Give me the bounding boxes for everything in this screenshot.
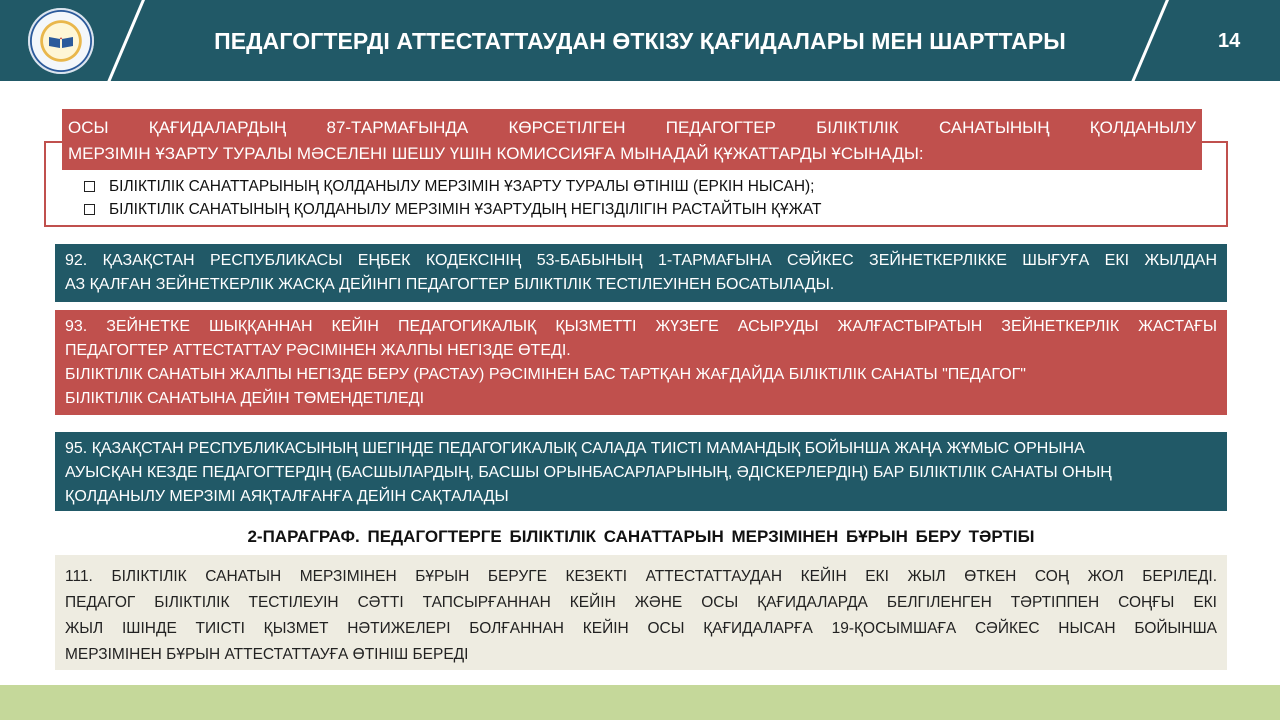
item-111-line: МЕРЗІМІНЕН БҰРЫН АТТЕСТАТТАУҒА ӨТІНІШ БЕРЕДІ bbox=[65, 646, 469, 663]
item-93-block bbox=[55, 310, 1227, 415]
checkbox-icon bbox=[84, 181, 95, 192]
checkbox-icon bbox=[84, 204, 95, 215]
banner-line: ОСЫ ҚАҒИДАЛАРДЫҢ 87-ТАРМАҒЫНДА КӨРСЕТІЛГЕН ПЕДАГОГТЕР БІЛІКТІЛІК САНАТЫНЫҢ ҚОЛДАНЫЛУ bbox=[68, 118, 1196, 137]
item-95-line: ҚОЛДАНЫЛУ МЕРЗІМІ АЯҚТАЛҒАНҒА ДЕЙІН САҚТАЛАДЫ bbox=[65, 488, 509, 505]
item-111-line: ЖЫЛ ІШІНДЕ ТИІСТІ ҚЫЗМЕТ НӘТИЖЕЛЕРІ БОЛҒАННАН КЕЙІН ОСЫ ҚАҒИДАЛАРҒА 19-ҚОСЫМШАҒА СӘЙКЕС НЫСАН БОЙЫНША bbox=[65, 620, 1217, 637]
item-95-line: 95. ҚАЗАҚСТАН РЕСПУБЛИКАСЫНЫҢ ШЕГІНДЕ ПЕДАГОГИКАЛЫҚ САЛАДА ТИІСТІ МАМАНДЫҚ БОЙЫНША ЖАҢА ЖҰМЫС ОРНЫНА bbox=[65, 440, 1085, 457]
paragraph-2-heading: 2-ПАРАГРАФ. ПЕДАГОГТЕРГЕ БІЛІКТІЛІК САНАТТАРЫН МЕРЗІМІНЕН БҰРЫН БЕРУ ТӘРТІБІ bbox=[247, 527, 1035, 546]
item-111-line: ПЕДАГОГ БІЛІКТІЛІК ТЕСТІЛЕУІН СӘТТІ ТАПСЫРҒАННАН КЕЙІН ЖӘНЕ ОСЫ ҚАҒИДАЛАРДА БЕЛГІЛЕНГЕН ТӘРТІППЕН СОҢҒЫ ЕКІ bbox=[65, 594, 1217, 611]
list-item bbox=[84, 175, 822, 198]
item-93-line: 93. ЗЕЙНЕТКЕ ШЫҚҚАННАН КЕЙІН ПЕДАГОГИКАЛЫҚ ҚЫЗМЕТТІ ЖҮЗЕГЕ АСЫРУДЫ ЖАЛҒАСТЫРАТЫН ЗЕЙНЕТКЕРЛІК ЖАСТАҒЫ bbox=[65, 318, 1217, 335]
item-95-block bbox=[55, 432, 1227, 511]
item-92-line: АЗ ҚАЛҒАН ЗЕЙНЕТКЕРЛІК ЖАСҚА ДЕЙІНГІ ПЕДАГОГТЕР БІЛІКТІЛІК ТЕСТІЛЕУІНЕН БОСАТЫЛАДЫ. bbox=[65, 276, 835, 293]
item-92-block bbox=[55, 244, 1227, 302]
item-111-line: 111. БІЛІКТІЛІК САНАТЫН МЕРЗІМІНЕН БҰРЫН БЕРУГЕ КЕЗЕКТІ АТТЕСТАТТАУДАН КЕЙІН ЕКІ ЖЫЛ ӨТКЕН СОҢ ЖОЛ БЕРІЛЕДІ. bbox=[65, 568, 1217, 585]
item-93-line: БІЛІКТІЛІК САНАТЫН ЖАЛПЫ НЕГІЗДЕ БЕРУ (РАСТАУ) РӘСІМІНЕН БАС ТАРТҚАН ЖАҒДАЙДА БІЛІКТІЛІК САНАТЫ "ПЕДАГОГ" bbox=[65, 366, 1026, 383]
institution-logo bbox=[28, 8, 94, 74]
documents-list bbox=[84, 175, 822, 221]
list-item bbox=[84, 198, 822, 221]
book-icon bbox=[48, 35, 74, 49]
list-item-text: БІЛІКТІЛІК САНАТЫНЫҢ ҚОЛДАНЫЛУ МЕРЗІМІН ҰЗАРТУДЫҢ НЕГІЗДІЛІГІН РАСТАЙТЫН ҚҰЖАТ bbox=[109, 201, 822, 218]
item-92-line: 92. ҚАЗАҚСТАН РЕСПУБЛИКАСЫ ЕҢБЕК КОДЕКСІНІҢ 53-БАБЫНЫҢ 1-ТАРМАҒЫНА СӘЙКЕС ЗЕЙНЕТКЕРЛІККЕ ШЫҒУҒА ЕКІ ЖЫЛДАН bbox=[65, 252, 1217, 269]
header-divider bbox=[103, 0, 149, 81]
list-item-text: БІЛІКТІЛІК САНАТТАРЫНЫҢ ҚОЛДАНЫЛУ МЕРЗІМІН ҰЗАРТУ ТУРАЛЫ ӨТІНІШ (ЕРКІН НЫСАН); bbox=[109, 178, 815, 195]
footer-band bbox=[0, 685, 1280, 720]
item-93-line: БІЛІКТІЛІК САНАТЫНА ДЕЙІН ТӨМЕНДЕТІЛЕДІ bbox=[65, 390, 425, 407]
header-divider bbox=[1127, 0, 1173, 81]
banner-line: МЕРЗІМІН ҰЗАРТУ ТУРАЛЫ МӘСЕЛЕНІ ШЕШУ ҮШІН КОМИССИЯҒА МЫНАДАЙ ҚҰЖАТТАРДЫ ҰСЫНАДЫ: bbox=[68, 144, 924, 163]
slide-header bbox=[0, 0, 1280, 81]
slide-title: ПЕДАГОГТЕРДІ АТТЕСТАТТАУДАН ӨТКІЗУ ҚАҒИДАЛАРЫ МЕН ШАРТТАРЫ bbox=[214, 28, 1066, 54]
item-95-line: АУЫСҚАН КЕЗДЕ ПЕДАГОГТЕРДІҢ (БАСШЫЛАРДЫҢ, БАСШЫ ОРЫНБАСАРЛАРЫНЫҢ, ӘДІСКЕРЛЕРДІҢ) БАР БІЛІКТІЛІК САНАТЫ ОНЫҢ bbox=[65, 464, 1112, 481]
item-93-line: ПЕДАГОГТЕР АТТЕСТАТТАУ РӘСІМІНЕН ЖАЛПЫ НЕГІЗДЕ ӨТЕДІ. bbox=[65, 342, 571, 359]
page-number: 14 bbox=[1218, 30, 1241, 52]
item-111-block bbox=[55, 555, 1227, 670]
documents-banner bbox=[62, 109, 1202, 170]
